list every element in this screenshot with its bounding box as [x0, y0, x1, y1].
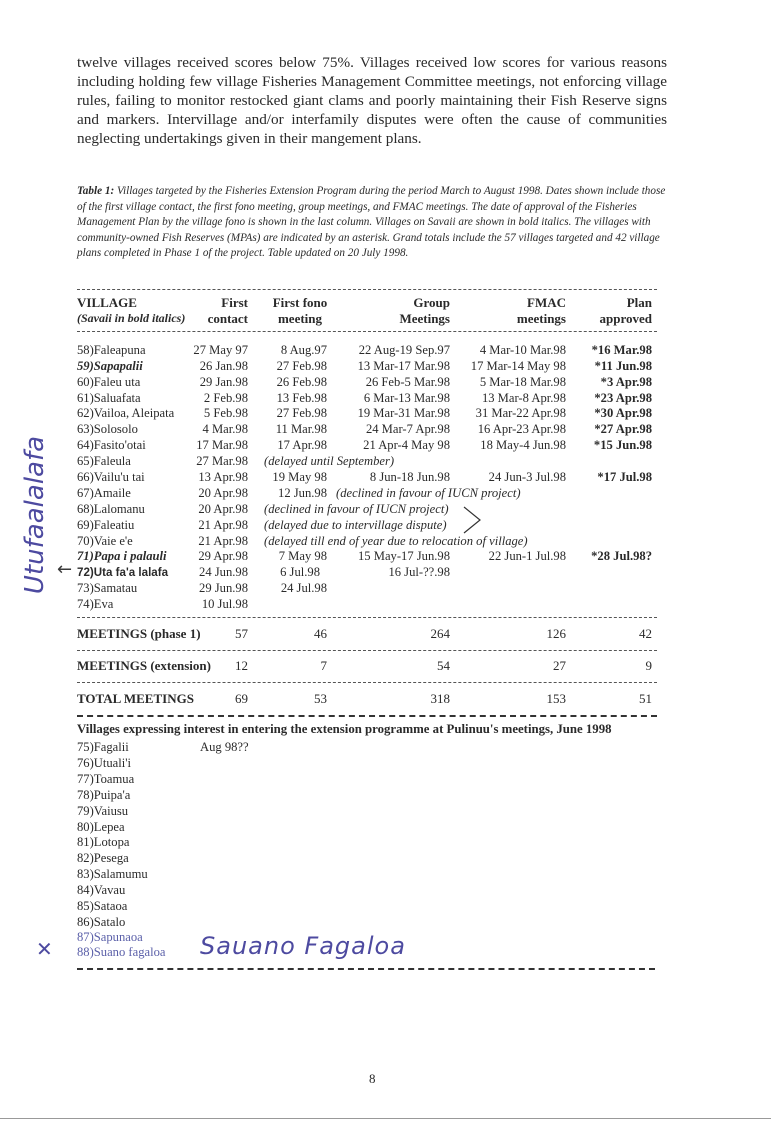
list-item: 77)Toamua: [77, 772, 135, 786]
handwritten-cross-icon: ✕: [36, 937, 53, 961]
table-row-contact: 10 Jul.98: [201, 597, 248, 611]
table-row-village: 66)Vailu'u tai: [77, 470, 145, 484]
table-row-contact: 21 Apr.98: [198, 518, 248, 532]
list-item: 83)Salamumu: [77, 867, 148, 881]
table-row-fono: 8 Aug.97: [280, 343, 327, 357]
table-row-group: 21 Apr-4 May 98: [363, 438, 450, 452]
totals-rule-4: [77, 715, 657, 717]
table-row-fmac: 5 Mar-18 Mar.98: [479, 375, 566, 389]
header-first-contact-2: contact: [207, 311, 248, 326]
table-row-contact: 17 Mar.98: [196, 438, 248, 452]
totals-rule-3: [77, 682, 657, 683]
table-row-fono: 7 May 98: [278, 549, 327, 563]
table-row-group: 6 Mar-13 Mar.98: [363, 391, 450, 405]
table-row-village: 58)Faleapuna: [77, 343, 146, 357]
table-row-contact: 27 May 97: [193, 343, 248, 357]
totals-contact: 12: [235, 658, 248, 673]
table-row-village: 62)Vailoa, Aleipata: [77, 406, 175, 420]
header-village: VILLAGE: [77, 295, 137, 310]
totals-group: 54: [437, 658, 450, 673]
table-row-fmac: 17 Mar-14 May 98: [470, 359, 566, 373]
table-row-fono: 11 Mar.98: [275, 422, 327, 436]
table-row-contact: 29 Apr.98: [198, 549, 248, 563]
table-caption: [77, 184, 667, 262]
table-row-fmac: 18 May-4 Jun.98: [480, 438, 566, 452]
totals-contact: 69: [235, 691, 248, 706]
table-row-fono: 17 Apr.98: [277, 438, 327, 452]
list-item: 75)Fagalii: [77, 740, 129, 754]
totals-fmac: 153: [546, 691, 566, 706]
table-row-contact: 24 Jun.98: [199, 565, 248, 579]
scan-edge-line: [0, 1118, 771, 1119]
table-row-village: 59)Sapapalii: [77, 359, 143, 373]
table-row-village: 74)Eva: [77, 597, 114, 611]
table-row-contact: 2 Feb.98: [203, 391, 248, 405]
list-item: 86)Satalo: [77, 915, 126, 929]
table-row-fmac: 24 Jun-3 Jul.98: [488, 470, 566, 484]
caption-text: Villages targeted by the Fisheries Extension Program during the period March to August 1998. Dates shown include those of the first village contact, the first fono meeting, group meetings, and FMAC meetings. The date of approval of the Fisheries Management Plan by the village fono is shown in the last column. Villages on Savaii are shown in bold italics. The villages with community-owned Fish Reserves (MPAs) are indicated by an asterisk. Grand totals include the 57 villages targeted and 42 village plans completed in Phase 1 of the project. Table updated on 20 July 1998.: [77, 185, 666, 260]
header-first-fono-2: meeting: [277, 311, 323, 326]
table-row-contact: 27 Mar.98: [196, 454, 248, 468]
totals-fono: 46: [314, 626, 327, 641]
totals-fmac: 27: [553, 658, 566, 673]
table-row-group: 26 Feb-5 Mar.98: [365, 375, 450, 389]
table-row-fmac: 22 Jun-1 Jul.98: [488, 549, 566, 563]
totals-plan: 42: [639, 626, 652, 641]
table-row-note: (delayed until September): [264, 454, 395, 468]
table-row-village: 60)Faleu uta: [77, 375, 141, 389]
header-village-sub: (Savaii in bold italics): [77, 311, 186, 325]
table-row-contact: 13 Apr.98: [198, 470, 248, 484]
header-first-fono-1: First fono: [272, 295, 328, 310]
totals-label: MEETINGS (phase 1): [77, 626, 201, 641]
table-row-note: (delayed till end of year due to relocation of village): [264, 534, 528, 548]
table-row-plan: *23 Apr.98: [594, 391, 652, 405]
table-row-contact: 29 Jan.98: [199, 375, 248, 389]
list-item: 76)Utuali'i: [77, 756, 132, 770]
table-row-village: 70)Vaie e'e: [77, 534, 133, 548]
table-row-contact: 21 Apr.98: [198, 534, 248, 548]
table-row-fmac: 4 Mar-10 Mar.98: [479, 343, 566, 357]
list-item: 80)Lepea: [77, 820, 125, 834]
table-row-village: 68)Lalomanu: [77, 502, 145, 516]
header-rule: [77, 331, 657, 332]
table-row-plan: *11 Jun.98: [594, 359, 652, 373]
table-row-note: (declined in favour of IUCN project): [336, 486, 521, 500]
table-row-fmac: 31 Mar-22 Apr.98: [475, 406, 566, 420]
totals-fono: 53: [314, 691, 327, 706]
table-row-village: 71)Papa i palauli: [77, 549, 167, 563]
header-fmac-2: meetings: [516, 311, 566, 326]
table-row-fono: 6 Jul.98: [280, 565, 320, 579]
page-number: 8: [369, 1071, 376, 1086]
table-row-contact: 20 Apr.98: [198, 502, 248, 516]
table-row-fmac: 16 Apr-23 Apr.98: [477, 422, 566, 436]
table-row-village: 61)Saluafata: [77, 391, 141, 405]
header-group-1: Group: [413, 295, 450, 310]
table-row-contact: 4 Mar.98: [202, 422, 248, 436]
table-row-group: 22 Aug-19 Sep.97: [358, 343, 450, 357]
table-row-group: 8 Jun-18 Jun.98: [369, 470, 450, 484]
table-row-group: 16 Jul-??.98: [388, 565, 450, 579]
handwritten-margin-note: Utufaalalafa: [20, 435, 50, 595]
table-row-fono: 12 Jun.98: [278, 486, 327, 500]
header-plan-2: approved: [599, 311, 652, 326]
table-row-contact: 5 Feb.98: [203, 406, 248, 420]
table-row-contact: 26 Jan.98: [199, 359, 248, 373]
list-item: 88)Suano fagaloa: [77, 945, 166, 959]
table-row-plan: *28 Jul.98?: [591, 549, 652, 563]
table-row-village: 63)Solosolo: [77, 422, 138, 436]
list-item: 84)Vavau: [77, 883, 126, 897]
totals-fono: 7: [320, 658, 327, 673]
table-row-fono: 27 Feb.98: [276, 359, 327, 373]
totals-plan: 51: [639, 691, 652, 706]
table-row-village: 73)Samatau: [77, 581, 138, 595]
table-row-fono: 13 Feb.98: [276, 391, 327, 405]
totals-label: TOTAL MEETINGS: [77, 691, 194, 706]
totals-group: 264: [430, 626, 450, 641]
table-row-note: (declined in favour of IUCN project): [264, 502, 449, 516]
interest-date: Aug 98??: [200, 740, 249, 754]
table-row-group: 13 Mar-17 Mar.98: [357, 359, 450, 373]
table-row-village: 67)Amaile: [77, 486, 131, 500]
totals-rule-1: [77, 617, 657, 618]
table-row-contact: 20 Apr.98: [198, 486, 248, 500]
caption-label: Table 1:: [77, 185, 115, 197]
table-row-fono: 24 Jul.98: [280, 581, 327, 595]
table-row-village: 72)Uta fa'a lalafa: [77, 566, 169, 579]
handwritten-name-note: Sauano Fagaloa: [200, 932, 406, 960]
header-group-2: Meetings: [399, 311, 450, 326]
table-row-note: (delayed due to intervillage dispute): [264, 518, 447, 532]
table-row-village: 64)Fasito'otai: [77, 438, 146, 452]
table-row-village: 65)Faleula: [77, 454, 131, 468]
table-row-plan: *27 Apr.98: [594, 422, 652, 436]
table-row-plan: *17 Jul.98: [597, 470, 652, 484]
totals-label: MEETINGS (extension): [77, 658, 211, 673]
table-row-group: 24 Mar-7 Apr.98: [365, 422, 450, 436]
list-item: 78)Puipa'a: [77, 788, 131, 802]
table-row-plan: *15 Jun.98: [593, 438, 652, 452]
totals-rule-2: [77, 650, 657, 651]
handwritten-arrow-icon: ←: [57, 559, 73, 580]
list-item: 79)Vaiusu: [77, 804, 129, 818]
bracket-mark: [462, 505, 484, 535]
table-row-village: 69)Faleatiu: [77, 518, 135, 532]
header-plan-1: Plan: [626, 295, 652, 310]
table-row-plan: *30 Apr.98: [594, 406, 652, 420]
table-row-group: 19 Mar-31 Mar.98: [357, 406, 450, 420]
table-row-contact: 29 Jun.98: [199, 581, 248, 595]
totals-fmac: 126: [546, 626, 566, 641]
list-item: 82)Pesega: [77, 851, 129, 865]
bottom-rule: [77, 968, 655, 970]
list-item: 81)Lotopa: [77, 835, 130, 849]
totals-plan: 9: [645, 658, 652, 673]
totals-contact: 57: [235, 626, 248, 641]
list-item: 87)Sapunaoa: [77, 930, 143, 944]
body-paragraph: twelve villages received scores below 75%. Villages received low scores for various reasons including holding few village Fisheries Management Committee meetings, not enforcing village rules, failing to monitor restocked giant clams and poorly maintaining their Fish Reserve signs and markers. Intervillage and/or interfamily disputes were often the cause of communities neglecting undertakings given in their mangement plans.: [77, 54, 667, 147]
table-row-fono: 26 Feb.98: [276, 375, 327, 389]
header-first-contact-1: First: [221, 295, 248, 310]
table-row-fono: 19 May 98: [272, 470, 327, 484]
interest-heading: Villages expressing interest in entering the extension programme at Pulinuu's meetings, June 1998: [77, 722, 612, 736]
table-top-rule: [77, 289, 657, 290]
table-row-plan: *16 Mar.98: [591, 343, 652, 357]
table-row-group: 15 May-17 Jun.98: [358, 549, 450, 563]
table-row-fono: 27 Feb.98: [276, 406, 327, 420]
table-row-fmac: 13 Mar-8 Apr.98: [481, 391, 566, 405]
header-fmac-1: FMAC: [527, 295, 566, 310]
table-row-plan: *3 Apr.98: [600, 375, 652, 389]
totals-group: 318: [430, 691, 450, 706]
list-item: 85)Sataoa: [77, 899, 128, 913]
